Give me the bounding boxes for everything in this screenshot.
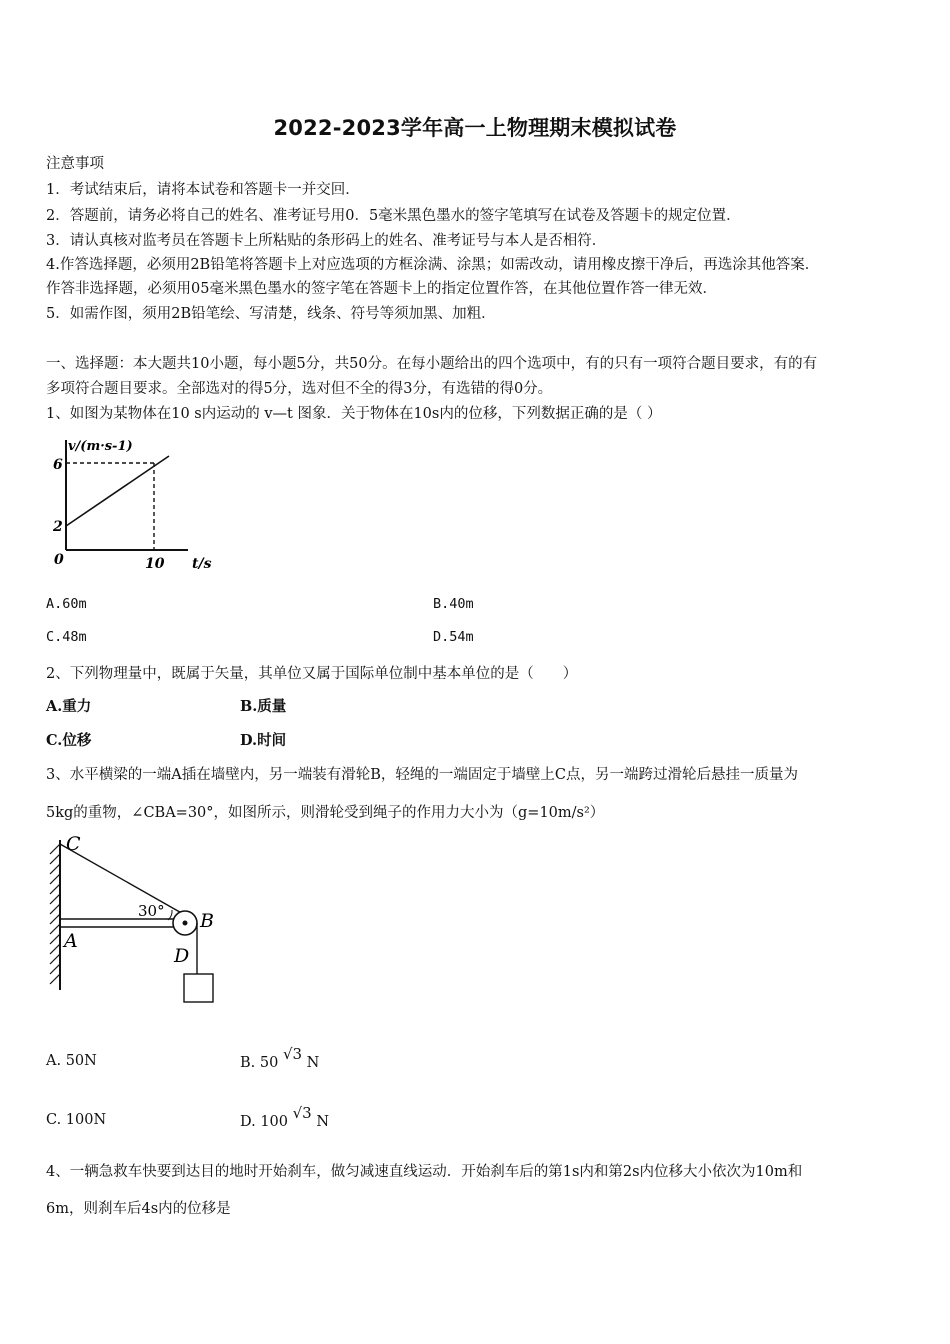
q2-option-c[interactable]: C.位移 bbox=[46, 732, 92, 749]
q1-option-d[interactable]: D.54m bbox=[433, 629, 474, 645]
notice-item: 5．如需作图，须用2B铅笔绘、写清楚，线条、符号等须加黑、加粗． bbox=[46, 306, 496, 322]
q3-option-d-unit: N bbox=[316, 1114, 330, 1130]
q1-option-b[interactable]: B.40m bbox=[433, 596, 474, 612]
notice-item: 4.作答选择题，必须用2B铅笔将答题卡上对应选项的方框涂满、涂黑；如需改动，请用橡皮擦干净后，再选涂其他答案． bbox=[46, 257, 820, 273]
sqrt-three-symbol: √3 bbox=[292, 1104, 312, 1122]
label-b: B bbox=[200, 910, 214, 932]
q3-option-d[interactable] bbox=[240, 1104, 330, 1130]
q1-option-c[interactable]: C.48m bbox=[46, 629, 87, 645]
notice-heading: 注意事项 bbox=[46, 156, 104, 172]
y-tick-label-6: 6 bbox=[53, 457, 63, 473]
q2-option-a[interactable]: A.重力 bbox=[46, 698, 92, 715]
origin-label: 0 bbox=[54, 552, 64, 568]
hanging-weight bbox=[184, 974, 213, 1002]
q3-option-a[interactable]: A. 50N bbox=[46, 1053, 97, 1069]
notice-item: 2．答题前，请务必将自己的姓名、准考证号用0．5毫米黑色墨水的签字笔填写在试卷及答题卡的规定位置． bbox=[46, 208, 741, 224]
section-intro-line1: 一、选择题：本大题共10小题，每小题5分，共50分。在每小题给出的四个选项中，有的只有一项符合题目要求，有的有 bbox=[46, 356, 818, 372]
y-axis-label: v/(m·s-1) bbox=[68, 439, 133, 454]
notice-item: 作答非选择题，必须用05毫米黑色墨水的签字笔在答题卡上的指定位置作答，在其他位置作答一律无效． bbox=[46, 281, 717, 297]
x-tick-label-10: 10 bbox=[145, 556, 165, 572]
pulley-axle bbox=[183, 921, 188, 926]
angle-label: 30° bbox=[138, 902, 165, 920]
label-d: D bbox=[174, 945, 190, 967]
sqrt-three-symbol: √3 bbox=[282, 1045, 303, 1063]
y-tick-label-2: 2 bbox=[53, 519, 63, 535]
vt-graph bbox=[46, 432, 226, 577]
x-axis-label: t/s bbox=[192, 556, 212, 572]
question-4-line2: 6m，则刹车后4s内的位移是 bbox=[46, 1201, 231, 1217]
question-3-line2: 5kg的重物，∠CBA=30°，如图所示，则滑轮受到绳子的作用力大小为（g=10m/s²） bbox=[46, 805, 605, 821]
notice-item: 3．请认真核对监考员在答题卡上所粘贴的条形码上的姓名、准考证号与本人是否相符． bbox=[46, 233, 607, 249]
q2-option-d[interactable]: D.时间 bbox=[240, 732, 287, 749]
q2-option-b[interactable]: B.质量 bbox=[240, 698, 287, 715]
wall-hatching bbox=[50, 844, 60, 984]
section-intro-line2: 多项符合题目要求。全部选对的得5分，选对但不全的得3分，有选错的得0分。 bbox=[46, 381, 553, 397]
label-c: C bbox=[66, 833, 81, 855]
q1-option-a[interactable]: A.60m bbox=[46, 596, 87, 612]
pulley-figure bbox=[42, 830, 232, 1010]
question-4-line1: 4、一辆急救车快要到达目的地时开始刹车，做匀减速直线运动．开始刹车后的第1s内和第2s内位移大小依次为10m和 bbox=[46, 1164, 803, 1180]
q3-option-d-value: D. 100 bbox=[240, 1114, 289, 1130]
question-2-text: 2、下列物理量中，既属于矢量，其单位又属于国际单位制中基本单位的是（ ） bbox=[46, 666, 578, 682]
label-a: A bbox=[64, 930, 78, 952]
q3-option-b-unit: N bbox=[306, 1055, 320, 1071]
question-1-text: 1、如图为某物体在10 s内运动的 v—t 图象．关于物体在10s内的位移，下列数据正确的是（ ） bbox=[46, 406, 662, 422]
q3-option-c[interactable]: C. 100N bbox=[46, 1112, 107, 1128]
q3-option-b[interactable] bbox=[240, 1045, 320, 1071]
page-title: 2022-2023学年高一上物理期末模拟试卷 bbox=[273, 116, 677, 140]
q3-option-b-value: B. 50 bbox=[240, 1055, 279, 1071]
notice-item: 1．考试结束后，请将本试卷和答题卡一并交回． bbox=[46, 182, 360, 198]
question-3-line1: 3、水平横梁的一端A插在墙壁内，另一端装有滑轮B，轻绳的一端固定于墙壁上C点，另一端跨过滑轮后悬挂一质量为 bbox=[46, 767, 798, 783]
